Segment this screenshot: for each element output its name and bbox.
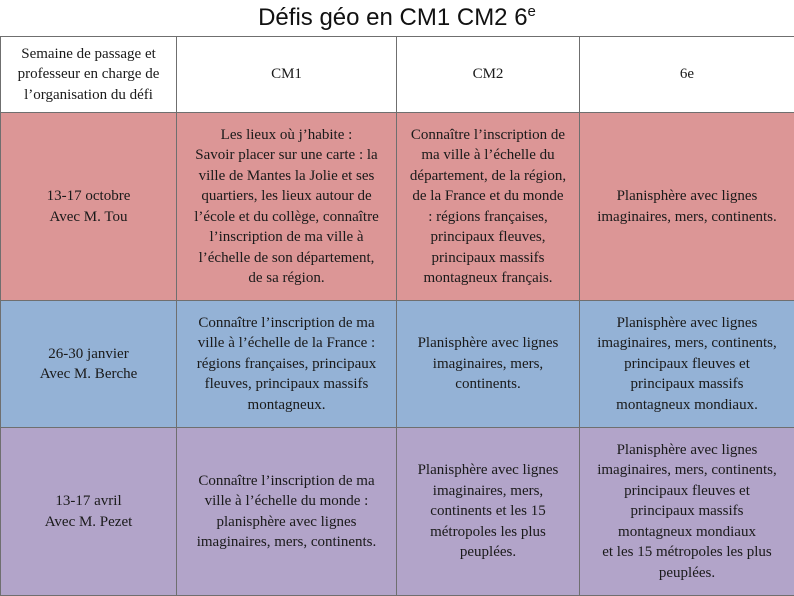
sixieme-cell	[580, 301, 794, 428]
cell-text-line: 26-30 janvier	[3, 344, 174, 365]
cm1-cell	[177, 428, 397, 596]
cm1-cell	[177, 113, 397, 301]
cell-text-line: régions françaises, principaux	[179, 354, 394, 375]
cell-text-line: Connaître l’inscription de ma	[179, 313, 394, 334]
cell-text-line: Les lieux où j’habite :	[179, 125, 394, 146]
cell-text-line: Savoir placer sur une carte : la	[179, 145, 394, 166]
cell-text-line: montagneux français.	[399, 268, 577, 289]
cell-text-line: l’école et du collège, connaître	[179, 207, 394, 228]
title-superscript: e	[528, 3, 536, 20]
cell-text-line: principaux fleuves et	[582, 481, 792, 502]
cell-text-line: métropoles les plus	[399, 522, 577, 543]
cell-text-line: principaux massifs	[399, 248, 577, 269]
header-week-cell	[1, 37, 177, 113]
week-cell	[1, 428, 177, 596]
cell-text-line: Planisphère avec lignes	[582, 440, 792, 461]
cell-text-line: l’échelle de son département,	[179, 248, 394, 269]
cell-text-line: peuplées.	[582, 563, 792, 584]
cell-text-line: Avec M. Pezet	[3, 512, 174, 533]
table-row-avril	[1, 428, 794, 596]
cell-text-line: Connaître l’inscription de ma	[179, 471, 394, 492]
cell-text-line: ville à l’échelle du monde :	[179, 491, 394, 512]
cm1-cell	[177, 301, 397, 428]
cell-text-line: continents et les 15	[399, 501, 577, 522]
sixieme-cell	[580, 428, 794, 596]
header-cm2: CM2	[397, 37, 580, 113]
cell-text-line: montagneux.	[179, 395, 394, 416]
cell-text-line: imaginaires, mers,	[399, 354, 577, 375]
cell-text-line: montagneux mondiaux.	[582, 395, 792, 416]
cell-text-line: principaux fleuves et	[582, 354, 792, 375]
cell-text-line: Avec M. Tou	[3, 207, 174, 228]
header-week-line: Semaine de passage et	[3, 44, 174, 65]
header-week-line: professeur en charge de	[3, 64, 174, 85]
week-cell	[1, 301, 177, 428]
cm2-cell	[397, 113, 580, 301]
page-title	[0, 0, 794, 36]
cm2-cell	[397, 301, 580, 428]
sixieme-cell	[580, 113, 794, 301]
header-week-line: l’organisation du défi	[3, 85, 174, 106]
cell-text-line: Planisphère avec lignes	[399, 333, 577, 354]
week-cell	[1, 113, 177, 301]
cell-text-line: imaginaires, mers, continents.	[582, 207, 792, 228]
cell-text-line: Avec M. Berche	[3, 364, 174, 385]
cell-text-line: ville à l’échelle de la France :	[179, 333, 394, 354]
cell-text-line: et les 15 métropoles les plus	[582, 542, 792, 563]
cell-text-line: planisphère avec lignes	[179, 512, 394, 533]
cell-text-line: principaux fleuves,	[399, 227, 577, 248]
title-text: Défis géo en CM1 CM2 6	[258, 4, 527, 31]
cell-text-line: ville de Mantes la Jolie et ses	[179, 166, 394, 187]
cell-text-line: l’inscription de ma ville à	[179, 227, 394, 248]
cell-text-line: département, de la région,	[399, 166, 577, 187]
cell-text-line: continents.	[399, 374, 577, 395]
header-row	[1, 37, 794, 113]
cell-text-line: 13-17 octobre	[3, 186, 174, 207]
cell-text-line: Planisphère avec lignes	[582, 313, 792, 334]
cell-text-line: montagneux mondiaux	[582, 522, 792, 543]
cell-text-line: de la France et du monde	[399, 186, 577, 207]
table-row-janvier	[1, 301, 794, 428]
cell-text-line: Planisphère avec lignes	[399, 460, 577, 481]
defis-table	[0, 36, 794, 596]
cell-text-line: 13-17 avril	[3, 491, 174, 512]
header-cm1: CM1	[177, 37, 397, 113]
cell-text-line: Connaître l’inscription de	[399, 125, 577, 146]
cell-text-line: quartiers, les lieux autour de	[179, 186, 394, 207]
cell-text-line: peuplées.	[399, 542, 577, 563]
cell-text-line: imaginaires, mers, continents,	[582, 460, 792, 481]
cm2-cell	[397, 428, 580, 596]
cell-text-line: imaginaires, mers, continents.	[179, 532, 394, 553]
cell-text-line: ma ville à l’échelle du	[399, 145, 577, 166]
cell-text-line: : régions françaises,	[399, 207, 577, 228]
header-6e: 6e	[580, 37, 794, 113]
cell-text-line: principaux massifs	[582, 501, 792, 522]
cell-text-line: imaginaires, mers, continents,	[582, 333, 792, 354]
cell-text-line: fleuves, principaux massifs	[179, 374, 394, 395]
table-row-octobre	[1, 113, 794, 301]
cell-text-line: imaginaires, mers,	[399, 481, 577, 502]
cell-text-line: principaux massifs	[582, 374, 792, 395]
cell-text-line: Planisphère avec lignes	[582, 186, 792, 207]
cell-text-line: de sa région.	[179, 268, 394, 289]
